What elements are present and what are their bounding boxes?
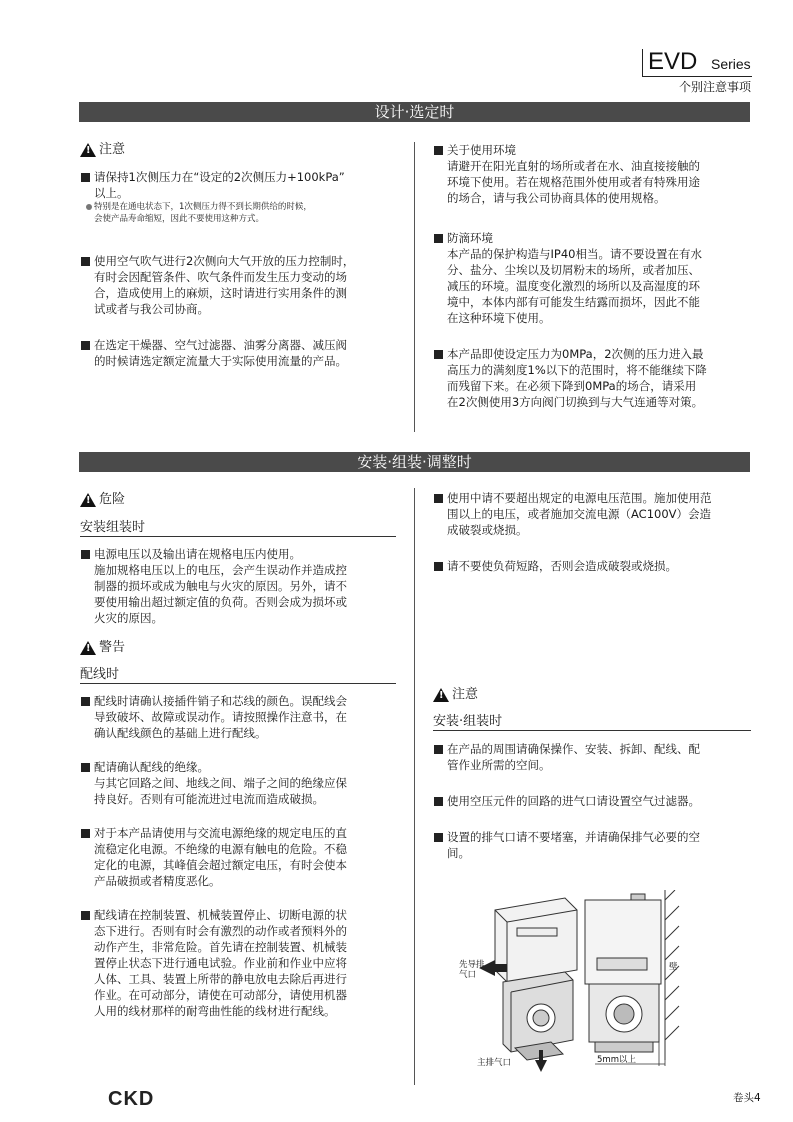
- brand-logo: CKD: [108, 1088, 155, 1110]
- bullet-square-icon: [434, 745, 443, 754]
- note-item: 特别是在通电状态下，1次侧压力得不到长期供给的时候， 会使产品寿命缩短，因此不要使用这种方式。: [80, 201, 402, 225]
- caution-heading: ! 注意: [80, 142, 402, 158]
- main-exhaust-label: 主排气口: [477, 1058, 512, 1068]
- page-subtitle: 个别注意事项: [678, 80, 751, 94]
- bullet-square-icon: [81, 829, 90, 838]
- danger-heading: ! 危险: [80, 492, 396, 508]
- column-divider: [414, 488, 415, 1085]
- list-item: 对于本产品请使用与交流电源绝缘的规定电压的直 流稳定化电源。不绝缘的电源有触电的危险。不稳 定化的电源，其峰值会超过额定电压，有时会使本 产品破损或者精度恶化。: [80, 825, 396, 889]
- caution-heading: ! 注意: [433, 687, 751, 703]
- list-item: 配线请在控制装置、机械装置停止、切断电源的状 态下进行。否则有时会有激烈的动作或者预料外的 动作产生，非常危险。首先请在控制装置、机械装 置停止状态下进行通电试验。作业前和作业中应将 人体、工具、装置上所带的静电放电去除后再进行 作业。在可动部分，请使在可动部分，请使用机器 人用的线材那样的耐弯曲性能的线材进行配线。: [80, 907, 396, 1019]
- subheading: 安装组装时: [80, 520, 396, 537]
- bullet-square-icon: [81, 697, 90, 706]
- bullet-square-icon: [81, 763, 90, 772]
- warning-triangle-icon: [80, 493, 96, 507]
- warning-triangle-icon: [80, 641, 96, 655]
- section2-left-column: [80, 492, 396, 1019]
- bullet-square-icon: [434, 234, 443, 243]
- bullet-square-icon: [434, 350, 443, 359]
- device-isometric: [495, 898, 577, 1060]
- warning-heading: ! 警告: [80, 640, 396, 656]
- warning-triangle-icon: [80, 143, 96, 157]
- installation-diagram-svg: [455, 890, 745, 1075]
- section1-left-column: [80, 142, 402, 369]
- list-item: 配线时请确认接插件销子和芯线的颜色。误配线会 导致破坏、故障或误动作。请按照操作注意书，在 确认配线颜色的基础上进行配线。: [80, 693, 396, 741]
- gap-label: 5mm以上: [597, 1055, 636, 1065]
- bullet-square-icon: [81, 341, 90, 350]
- bullet-square-icon: [81, 257, 90, 266]
- bullet-square-icon: [434, 562, 443, 571]
- list-item: 电源电压以及输出请在规格电压内使用。 施加规格电压以上的电压，会产生误动作并造成控 制器的损坏或成为触电与火灾的原因。另外，请不 要使用输出超过额定值的负荷。否则会成为损坏或 火灾的原因。: [80, 546, 396, 626]
- caution-block: [433, 687, 751, 861]
- list-item: 本产品即使设定压力为0MPa，2次侧的压力进入最 高压力的满刻度1%以下的范围时，将不能继续下降 而残留下来。在必须下降到0MPa的场合，请采用 在2次侧使用3方向阀门切换到与大气连通等对策。: [433, 346, 751, 410]
- warning-triangle-icon: [433, 688, 449, 702]
- bullet-dot-icon: [86, 204, 92, 210]
- list-item: 配请确认配线的绝缘。 与其它回路之间、地线之间、端子之间的绝缘应保 持良好。否则有可能流进过电流而造成破损。: [80, 759, 396, 807]
- bullet-square-icon: [81, 550, 90, 559]
- subheading: 配线时: [80, 667, 396, 684]
- series-word: Series: [711, 56, 751, 72]
- column-divider: [414, 142, 415, 432]
- bullet-square-icon: [434, 146, 443, 155]
- list-item: 在选定干燥器、空气过滤器、油雾分离器、减压阀 的时候请选定额定流量大于实际使用流量的产品。: [80, 337, 402, 369]
- page-number: 卷头4: [733, 1092, 761, 1104]
- bullet-square-icon: [434, 797, 443, 806]
- subheading: 安装·组装时: [433, 714, 751, 731]
- pilot-exhaust-label: 先导排 气口: [459, 960, 485, 980]
- section-title-design: 设计·选定时: [79, 102, 750, 122]
- installation-diagram: [455, 890, 745, 1075]
- list-item: 防滴环境 本产品的保护构造与IP40相当。请不要设置在有水 分、盐分、尘埃以及切屑粉末的场所，或者加压、 减压的环境。温度变化激烈的场所以及高湿度的环 境中，本体内部有可能发生结露而损坏，因此不能 在这种环境下使用。: [433, 230, 751, 326]
- series-name: EVD: [648, 48, 698, 75]
- bullet-square-icon: [81, 173, 90, 182]
- list-item: 使用中请不要超出规定的电源电压范围。施加使用范 围以上的电压，或者施加交流电源（AC100V）会造 成破裂或烧损。: [433, 490, 751, 538]
- list-item: 设置的排气口请不要堵塞，并请确保排气必要的空 间。: [433, 829, 751, 861]
- wall: [665, 890, 679, 1060]
- bullet-square-icon: [81, 911, 90, 920]
- bullet-square-icon: [434, 833, 443, 842]
- list-item: 使用空压元件的回路的进气口请设置空气过滤器。: [433, 793, 751, 809]
- list-item: 在产品的周围请确保操作、安装、拆卸、配线、配 管作业所需的空间。: [433, 741, 751, 773]
- section1-right-column: [433, 142, 751, 410]
- wall-label: 壁: [669, 962, 678, 972]
- list-item: 使用空气吹气进行2次侧向大气开放的压力控制时， 有时会因配管条件、吹气条件而发生压力变动的场 合，造成使用上的麻烦，这时请进行实用条件的测 试或者与我公司协商。: [80, 253, 402, 317]
- device-front-view: [585, 894, 661, 1052]
- section2-right-column: [433, 490, 751, 574]
- list-item: 请不要使负荷短路，否则会造成破裂或烧损。: [433, 558, 751, 574]
- bullet-square-icon: [434, 494, 443, 503]
- section-title-install: 安装·组装·调整时: [79, 452, 750, 472]
- list-item: 关于使用环境 请避开在阳光直射的场所或者在水、油直接接触的 环境下使用。若在规格范围外使用或者有特殊用途 的场合，请与我公司协商具体的使用规格。: [433, 142, 751, 206]
- list-item: 请保持1次侧压力在“设定的2次侧压力+100kPa” 以上。: [80, 169, 402, 201]
